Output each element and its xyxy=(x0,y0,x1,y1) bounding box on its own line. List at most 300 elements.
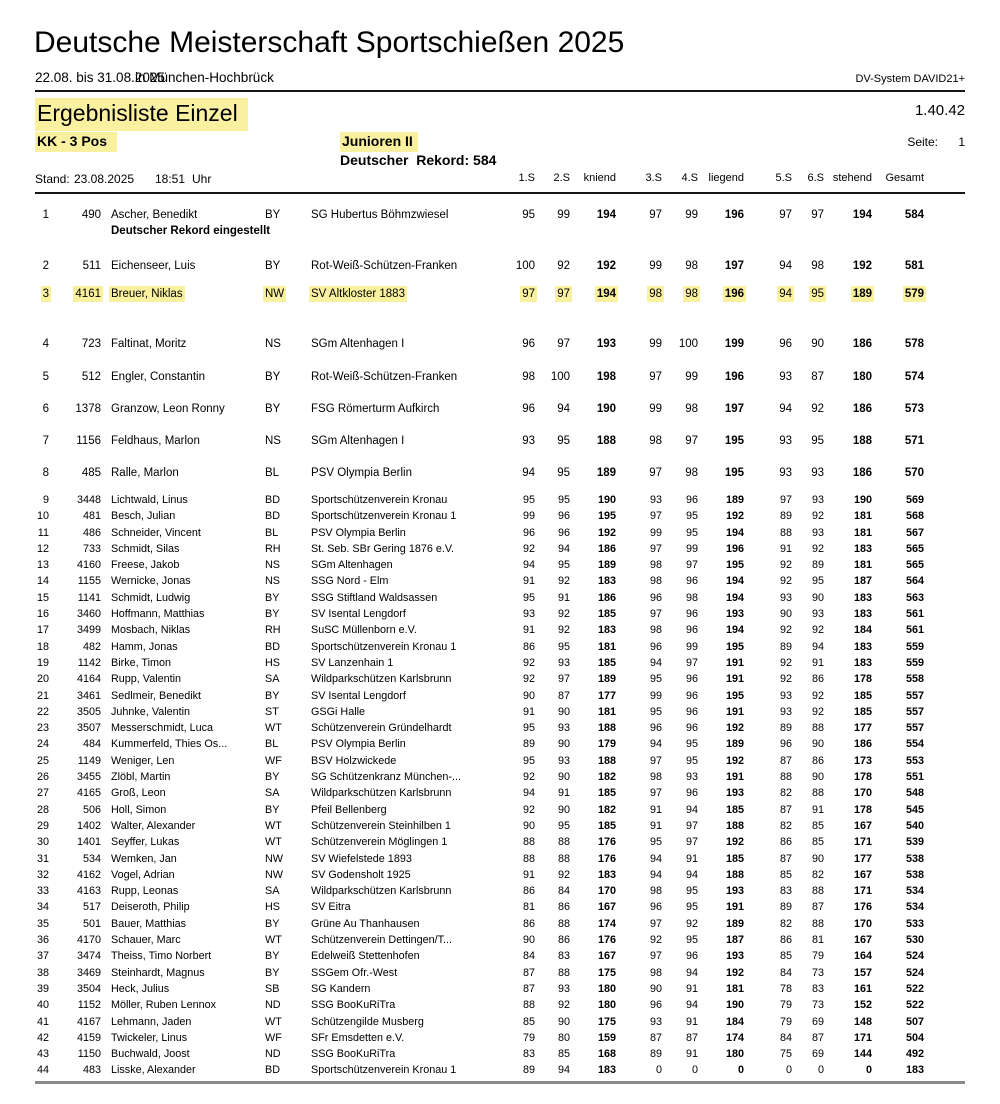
list-title: Ergebnisliste Einzel xyxy=(35,98,248,131)
cell-s6: 90 xyxy=(811,738,824,751)
cell-s5: 88 xyxy=(779,771,792,784)
cell-name: Sedlmeir, Benedikt xyxy=(111,689,202,702)
cell-club: Sportschützenverein Kronau 1 xyxy=(311,510,457,523)
cell-s2: 88 xyxy=(557,917,570,930)
stand-time: 18:51 xyxy=(155,172,186,186)
cell-start-number: 511 xyxy=(82,260,101,272)
cell-club: SG Schützenkranz München-... xyxy=(311,771,462,784)
cell-start-number: 4160 xyxy=(76,559,101,572)
cell-s5: 85 xyxy=(779,868,792,881)
cell-name: Rupp, Leonas xyxy=(111,885,179,898)
cell-s3: 97 xyxy=(649,209,662,221)
cell-s4: 99 xyxy=(685,209,698,221)
cell-stehend: 192 xyxy=(852,260,872,272)
cell-gesamt: 574 xyxy=(904,371,924,383)
cell-start-number: 1378 xyxy=(75,403,101,415)
cell-s6: 98 xyxy=(811,260,824,272)
cell-stehend: 171 xyxy=(853,836,872,849)
cell-s2: 90 xyxy=(557,1015,570,1028)
cell-s4: 98 xyxy=(685,467,698,479)
cell-s3: 96 xyxy=(649,640,662,653)
cell-s5: 87 xyxy=(779,754,792,767)
cell-stehend: 161 xyxy=(853,982,872,995)
cell-start-number: 1401 xyxy=(76,836,101,849)
cell-name: Schauer, Marc xyxy=(111,934,181,947)
cell-rank: 12 xyxy=(36,542,49,555)
cell-s2: 97 xyxy=(557,338,570,350)
cell-stehend: 178 xyxy=(853,673,872,686)
cell-s4: 98 xyxy=(685,403,698,415)
cell-s6: 69 xyxy=(811,1048,824,1061)
cell-s3: 93 xyxy=(649,1015,662,1028)
cell-s6: 95 xyxy=(811,288,824,300)
cell-s4: 91 xyxy=(685,982,698,995)
cell-state: ST xyxy=(265,705,279,718)
cell-s1: 85 xyxy=(522,1015,535,1028)
cell-liegend: 195 xyxy=(725,640,744,653)
cell-state: WF xyxy=(265,754,282,767)
cell-s4: 0 xyxy=(691,1064,698,1077)
cell-s1: 92 xyxy=(522,673,535,686)
stand-label: Stand: xyxy=(35,172,70,186)
cell-s2: 100 xyxy=(550,371,570,383)
cell-s5: 92 xyxy=(779,559,792,572)
cell-s3: 99 xyxy=(649,403,662,415)
cell-s5: 0 xyxy=(785,1064,792,1077)
cell-s1: 87 xyxy=(522,982,535,995)
cell-state: BD xyxy=(265,494,280,506)
cell-s4: 95 xyxy=(685,901,698,914)
cell-s5: 94 xyxy=(779,403,792,415)
cell-name: Mosbach, Niklas xyxy=(111,624,191,637)
cell-start-number: 4163 xyxy=(76,885,101,898)
cell-s3: 98 xyxy=(649,559,662,572)
cell-rank: 34 xyxy=(36,901,49,914)
cell-liegend: 174 xyxy=(725,1031,744,1044)
cell-s1: 90 xyxy=(522,689,535,702)
cell-state: BY xyxy=(265,771,280,784)
cell-state: NW xyxy=(265,852,283,865)
cell-rank: 9 xyxy=(42,494,49,506)
cell-liegend: 193 xyxy=(725,787,744,800)
cell-rank: 30 xyxy=(36,836,49,849)
cell-name: Möller, Ruben Lennox xyxy=(111,999,217,1012)
col-s4: 4.S xyxy=(681,172,698,184)
cell-start-number: 1141 xyxy=(77,591,101,604)
cell-name: Hamm, Jonas xyxy=(111,640,178,653)
cell-s4: 95 xyxy=(685,526,698,539)
cell-name: Schmidt, Ludwig xyxy=(111,591,191,604)
result-row xyxy=(35,369,924,385)
cell-kniend: 180 xyxy=(597,999,616,1012)
cell-liegend: 185 xyxy=(725,803,744,816)
cell-s3: 91 xyxy=(649,819,662,832)
cell-s6: 92 xyxy=(811,705,824,718)
col-s5: 5.S xyxy=(775,172,792,184)
cell-start-number: 3460 xyxy=(76,608,101,621)
cell-s4: 93 xyxy=(685,771,698,784)
cell-name: Lichtwald, Linus xyxy=(111,494,188,506)
cell-s6: 93 xyxy=(811,467,824,479)
cell-name: Ascher, Benedikt xyxy=(111,209,198,221)
cell-club: SG Kandern xyxy=(311,982,371,995)
cell-s2: 87 xyxy=(557,689,570,702)
cell-state: NS xyxy=(265,575,280,588)
cell-state: SA xyxy=(265,787,280,800)
cell-name: Granzow, Leon Ronny xyxy=(111,403,225,415)
cell-liegend: 196 xyxy=(724,371,744,383)
cell-rank: 14 xyxy=(36,575,49,588)
result-row xyxy=(35,508,924,524)
cell-s3: 96 xyxy=(649,722,662,735)
cell-kniend: 175 xyxy=(597,1015,616,1028)
cell-start-number: 3505 xyxy=(76,705,101,718)
cell-s5: 94 xyxy=(779,260,792,272)
cell-start-number: 3474 xyxy=(76,950,101,963)
cell-s4: 91 xyxy=(685,852,698,865)
cell-rank: 16 xyxy=(36,608,49,621)
cell-s1: 95 xyxy=(522,754,535,767)
cell-state: WT xyxy=(265,1015,282,1028)
cell-s5: 79 xyxy=(779,999,792,1012)
cell-s2: 90 xyxy=(557,771,570,784)
cell-kniend: 185 xyxy=(597,819,616,832)
cell-s3: 97 xyxy=(649,467,662,479)
stand-time-unit: Uhr xyxy=(192,172,212,186)
cell-state: ND xyxy=(265,1048,281,1061)
cell-s6: 87 xyxy=(811,371,824,383)
result-row xyxy=(35,541,924,557)
page-label: Seite: xyxy=(907,135,938,149)
cell-s5: 96 xyxy=(779,738,792,751)
cell-s3: 96 xyxy=(649,591,662,604)
cell-stehend: 181 xyxy=(853,559,872,572)
result-row xyxy=(35,851,924,867)
cell-start-number: 1156 xyxy=(76,435,101,447)
cell-s6: 88 xyxy=(811,787,824,800)
cell-gesamt: 183 xyxy=(905,1064,924,1077)
cell-club: SV Godensholt 1925 xyxy=(311,868,411,881)
cell-liegend: 196 xyxy=(724,209,744,221)
result-row xyxy=(35,753,924,769)
cell-s4: 96 xyxy=(685,722,698,735)
cell-start-number: 4159 xyxy=(76,1031,101,1044)
cell-s1: 88 xyxy=(522,836,535,849)
cell-name: Lisske, Alexander xyxy=(111,1064,196,1077)
cell-s4: 97 xyxy=(685,656,698,669)
cell-s1: 96 xyxy=(522,338,535,350)
cell-s4: 96 xyxy=(685,950,698,963)
cell-state: SA xyxy=(265,673,280,686)
cell-s2: 93 xyxy=(557,722,570,735)
cell-s4: 97 xyxy=(685,819,698,832)
cell-gesamt: 557 xyxy=(905,722,924,735)
cell-state: NS xyxy=(265,338,281,350)
cell-stehend: 170 xyxy=(853,917,872,930)
cell-s4: 95 xyxy=(685,885,698,898)
cell-name: Wemken, Jan xyxy=(111,852,177,865)
cell-s6: 86 xyxy=(811,754,824,767)
result-row xyxy=(35,948,924,964)
cell-kniend: 195 xyxy=(597,510,616,523)
cell-state: BY xyxy=(265,371,281,383)
cell-stehend: 185 xyxy=(853,689,872,702)
cell-s1: 95 xyxy=(522,722,535,735)
cell-club: Wildparkschützen Karlsbrunn xyxy=(311,787,452,800)
cell-s6: 85 xyxy=(811,819,824,832)
cell-s5: 91 xyxy=(779,542,792,555)
result-row xyxy=(35,336,924,352)
cell-liegend: 191 xyxy=(725,705,744,718)
cell-s4: 96 xyxy=(685,494,698,506)
cell-liegend: 193 xyxy=(725,608,744,621)
cell-club: Pfeil Bellenberg xyxy=(311,803,387,816)
cell-liegend: 191 xyxy=(725,771,744,784)
class-name: Junioren II xyxy=(340,132,418,152)
cell-kniend: 183 xyxy=(597,624,616,637)
cell-s3: 97 xyxy=(649,917,662,930)
cell-liegend: 193 xyxy=(725,885,744,898)
cell-s6: 92 xyxy=(811,403,824,415)
cell-s3: 99 xyxy=(649,260,662,272)
cell-s3: 97 xyxy=(649,950,662,963)
cell-s1: 100 xyxy=(515,260,535,272)
result-row xyxy=(35,1046,924,1062)
cell-rank: 36 xyxy=(36,934,49,947)
cell-s1: 97 xyxy=(522,288,535,300)
cell-club: SGm Altenhagen I xyxy=(311,435,405,447)
cell-s4: 87 xyxy=(685,1031,698,1044)
cell-s3: 87 xyxy=(649,1031,662,1044)
cell-liegend: 192 xyxy=(725,754,744,767)
cell-club: Edelweiß Stettenhofen xyxy=(311,950,420,963)
cell-s4: 98 xyxy=(685,591,698,604)
cell-club: SFr Emsdetten e.V. xyxy=(311,1031,405,1044)
cell-name: Schmidt, Silas xyxy=(111,542,180,555)
cell-stehend: 180 xyxy=(852,371,872,383)
cell-club: PSV Olympia Berlin xyxy=(311,526,406,539)
cell-state: BL xyxy=(265,467,280,479)
cell-state: BY xyxy=(265,689,280,702)
cell-rank: 4 xyxy=(42,338,49,350)
result-row xyxy=(35,932,924,948)
cell-club: SV Wiefelstede 1893 xyxy=(311,852,412,865)
cell-s1: 96 xyxy=(522,403,535,415)
cell-rank: 13 xyxy=(36,559,49,572)
cell-start-number: 483 xyxy=(82,1064,101,1077)
cell-liegend: 190 xyxy=(725,999,744,1012)
cell-s5: 82 xyxy=(779,819,792,832)
cell-state: BD xyxy=(265,510,280,523)
cell-s4: 94 xyxy=(685,999,698,1012)
cell-s5: 96 xyxy=(779,338,792,350)
cell-name: Besch, Julian xyxy=(111,510,176,523)
cell-rank: 31 xyxy=(36,852,49,865)
cell-gesamt: 522 xyxy=(905,982,924,995)
cell-rank: 2 xyxy=(42,260,49,272)
cell-start-number: 517 xyxy=(82,901,101,914)
record-note: Deutscher Rekord eingestellt xyxy=(111,225,271,237)
cell-kniend: 194 xyxy=(596,288,616,300)
cell-rank: 11 xyxy=(37,526,49,539)
cell-kniend: 176 xyxy=(597,836,616,849)
cell-kniend: 183 xyxy=(597,575,616,588)
cell-s3: 98 xyxy=(649,771,662,784)
result-row xyxy=(35,557,924,573)
cell-kniend: 188 xyxy=(597,722,616,735)
cell-name: Heck, Julius xyxy=(111,982,170,995)
cell-s3: 98 xyxy=(649,966,662,979)
cell-stehend: 181 xyxy=(853,510,872,523)
cell-stehend: 167 xyxy=(853,868,872,881)
results-table xyxy=(35,194,924,1079)
cell-gesamt: 584 xyxy=(904,209,924,221)
cell-gesamt: 554 xyxy=(905,738,924,751)
col-gesamt: Gesamt xyxy=(885,172,924,184)
cell-club: Sportschützenverein Kronau 1 xyxy=(311,640,457,653)
cell-s4: 96 xyxy=(685,787,698,800)
cell-gesamt: 540 xyxy=(905,819,924,832)
cell-s5: 89 xyxy=(779,510,792,523)
cell-s3: 93 xyxy=(649,494,662,506)
cell-s1: 88 xyxy=(522,999,535,1012)
cell-s4: 96 xyxy=(685,705,698,718)
cell-state: BY xyxy=(265,260,281,272)
cell-liegend: 0 xyxy=(737,1064,744,1077)
cell-s2: 95 xyxy=(557,435,570,447)
cell-s5: 93 xyxy=(779,689,792,702)
cell-state: BL xyxy=(265,526,279,539)
cell-stehend: 167 xyxy=(853,819,872,832)
event-location: in München-Hochbrück xyxy=(135,70,274,85)
cell-gesamt: 530 xyxy=(905,934,924,947)
cell-s5: 86 xyxy=(779,934,792,947)
cell-rank: 17 xyxy=(36,624,49,637)
cell-name: Deiseroth, Philip xyxy=(111,901,190,914)
cell-club: Schützenverein Steinhilben 1 xyxy=(311,819,451,832)
cell-s3: 98 xyxy=(649,435,662,447)
cell-s2: 95 xyxy=(557,819,570,832)
stand-date: 23.08.2025 xyxy=(74,172,135,186)
cell-kniend: 168 xyxy=(597,1048,616,1061)
cell-stehend: 190 xyxy=(853,494,872,506)
cell-s5: 87 xyxy=(779,852,792,865)
cell-s4: 96 xyxy=(685,608,698,621)
cell-start-number: 1402 xyxy=(76,819,101,832)
cell-s2: 90 xyxy=(557,738,570,751)
cell-club: Wildparkschützen Karlsbrunn xyxy=(311,673,452,686)
cell-s2: 92 xyxy=(557,575,570,588)
cell-club: Wildparkschützen Karlsbrunn xyxy=(311,885,452,898)
cell-liegend: 188 xyxy=(725,868,744,881)
result-row xyxy=(35,688,924,704)
cell-s5: 89 xyxy=(779,901,792,914)
col-kniend: kniend xyxy=(583,172,616,184)
page-number: 1 xyxy=(958,135,965,149)
cell-s4: 96 xyxy=(685,689,698,702)
cell-rank: 18 xyxy=(36,640,49,653)
cell-state: BY xyxy=(265,608,280,621)
cell-state: BY xyxy=(265,403,281,415)
cell-gesamt: 565 xyxy=(905,559,924,572)
cell-state: BD xyxy=(265,1064,280,1077)
cell-s5: 82 xyxy=(779,917,792,930)
cell-s4: 98 xyxy=(685,288,698,300)
cell-club: BSV Holzwickede xyxy=(311,754,397,767)
cell-stehend: 194 xyxy=(852,209,872,221)
cell-s4: 96 xyxy=(685,624,698,637)
cell-rank: 22 xyxy=(36,705,49,718)
cell-stehend: 178 xyxy=(853,771,872,784)
cell-rank: 28 xyxy=(36,803,49,816)
col-s1: 1.S xyxy=(518,172,535,184)
discipline-name: KK - 3 Pos xyxy=(35,132,117,152)
result-row xyxy=(35,769,924,785)
cell-s1: 89 xyxy=(522,738,535,751)
dv-system-label: DV-System DAVID21+ xyxy=(855,73,965,85)
cell-club: Schützengilde Musberg xyxy=(311,1015,424,1028)
cell-stehend: 183 xyxy=(853,608,872,621)
cell-gesamt: 504 xyxy=(905,1031,924,1044)
cell-name: Feldhaus, Marlon xyxy=(111,435,200,447)
cell-rank: 37 xyxy=(36,950,49,963)
cell-start-number: 506 xyxy=(82,803,101,816)
cell-rank: 33 xyxy=(36,885,49,898)
cell-s5: 75 xyxy=(779,1048,792,1061)
cell-club: PSV Olympia Berlin xyxy=(311,738,406,751)
cell-gesamt: 539 xyxy=(905,836,924,849)
cell-rank: 44 xyxy=(36,1064,49,1077)
cell-s6: 92 xyxy=(811,542,824,555)
cell-stehend: 177 xyxy=(853,852,872,865)
cell-s1: 91 xyxy=(522,868,535,881)
cell-stehend: 178 xyxy=(853,803,872,816)
cell-stehend: 188 xyxy=(852,435,872,447)
cell-start-number: 4167 xyxy=(76,1015,101,1028)
cell-s5: 97 xyxy=(779,209,792,221)
cell-start-number: 481 xyxy=(82,510,101,523)
cell-gesamt: 581 xyxy=(904,260,924,272)
cell-s2: 85 xyxy=(557,1048,570,1061)
cell-s5: 94 xyxy=(779,288,792,300)
cell-s1: 92 xyxy=(522,771,535,784)
cell-name: Buchwald, Joost xyxy=(111,1048,190,1061)
cell-s1: 84 xyxy=(522,950,535,963)
cell-rank: 15 xyxy=(36,591,49,604)
cell-kniend: 159 xyxy=(597,1031,616,1044)
cell-rank: 1 xyxy=(42,209,49,221)
cell-stehend: 173 xyxy=(853,754,872,767)
cell-s2: 92 xyxy=(557,608,570,621)
cell-s4: 96 xyxy=(685,575,698,588)
cell-kniend: 175 xyxy=(597,966,616,979)
cell-state: WT xyxy=(265,722,282,735)
cell-gesamt: 564 xyxy=(905,575,924,588)
cell-s5: 86 xyxy=(779,836,792,849)
cell-s6: 82 xyxy=(811,868,824,881)
cell-s1: 86 xyxy=(522,640,535,653)
cell-name: Steinhardt, Magnus xyxy=(111,966,205,979)
cell-s6: 85 xyxy=(811,836,824,849)
cell-liegend: 192 xyxy=(725,722,744,735)
cell-s1: 95 xyxy=(522,494,535,506)
result-row xyxy=(35,997,924,1013)
cell-rank: 20 xyxy=(36,673,49,686)
cell-stehend: 189 xyxy=(852,288,872,300)
cell-s6: 90 xyxy=(811,338,824,350)
cell-stehend: 181 xyxy=(853,526,872,539)
cell-state: NS xyxy=(265,559,280,572)
